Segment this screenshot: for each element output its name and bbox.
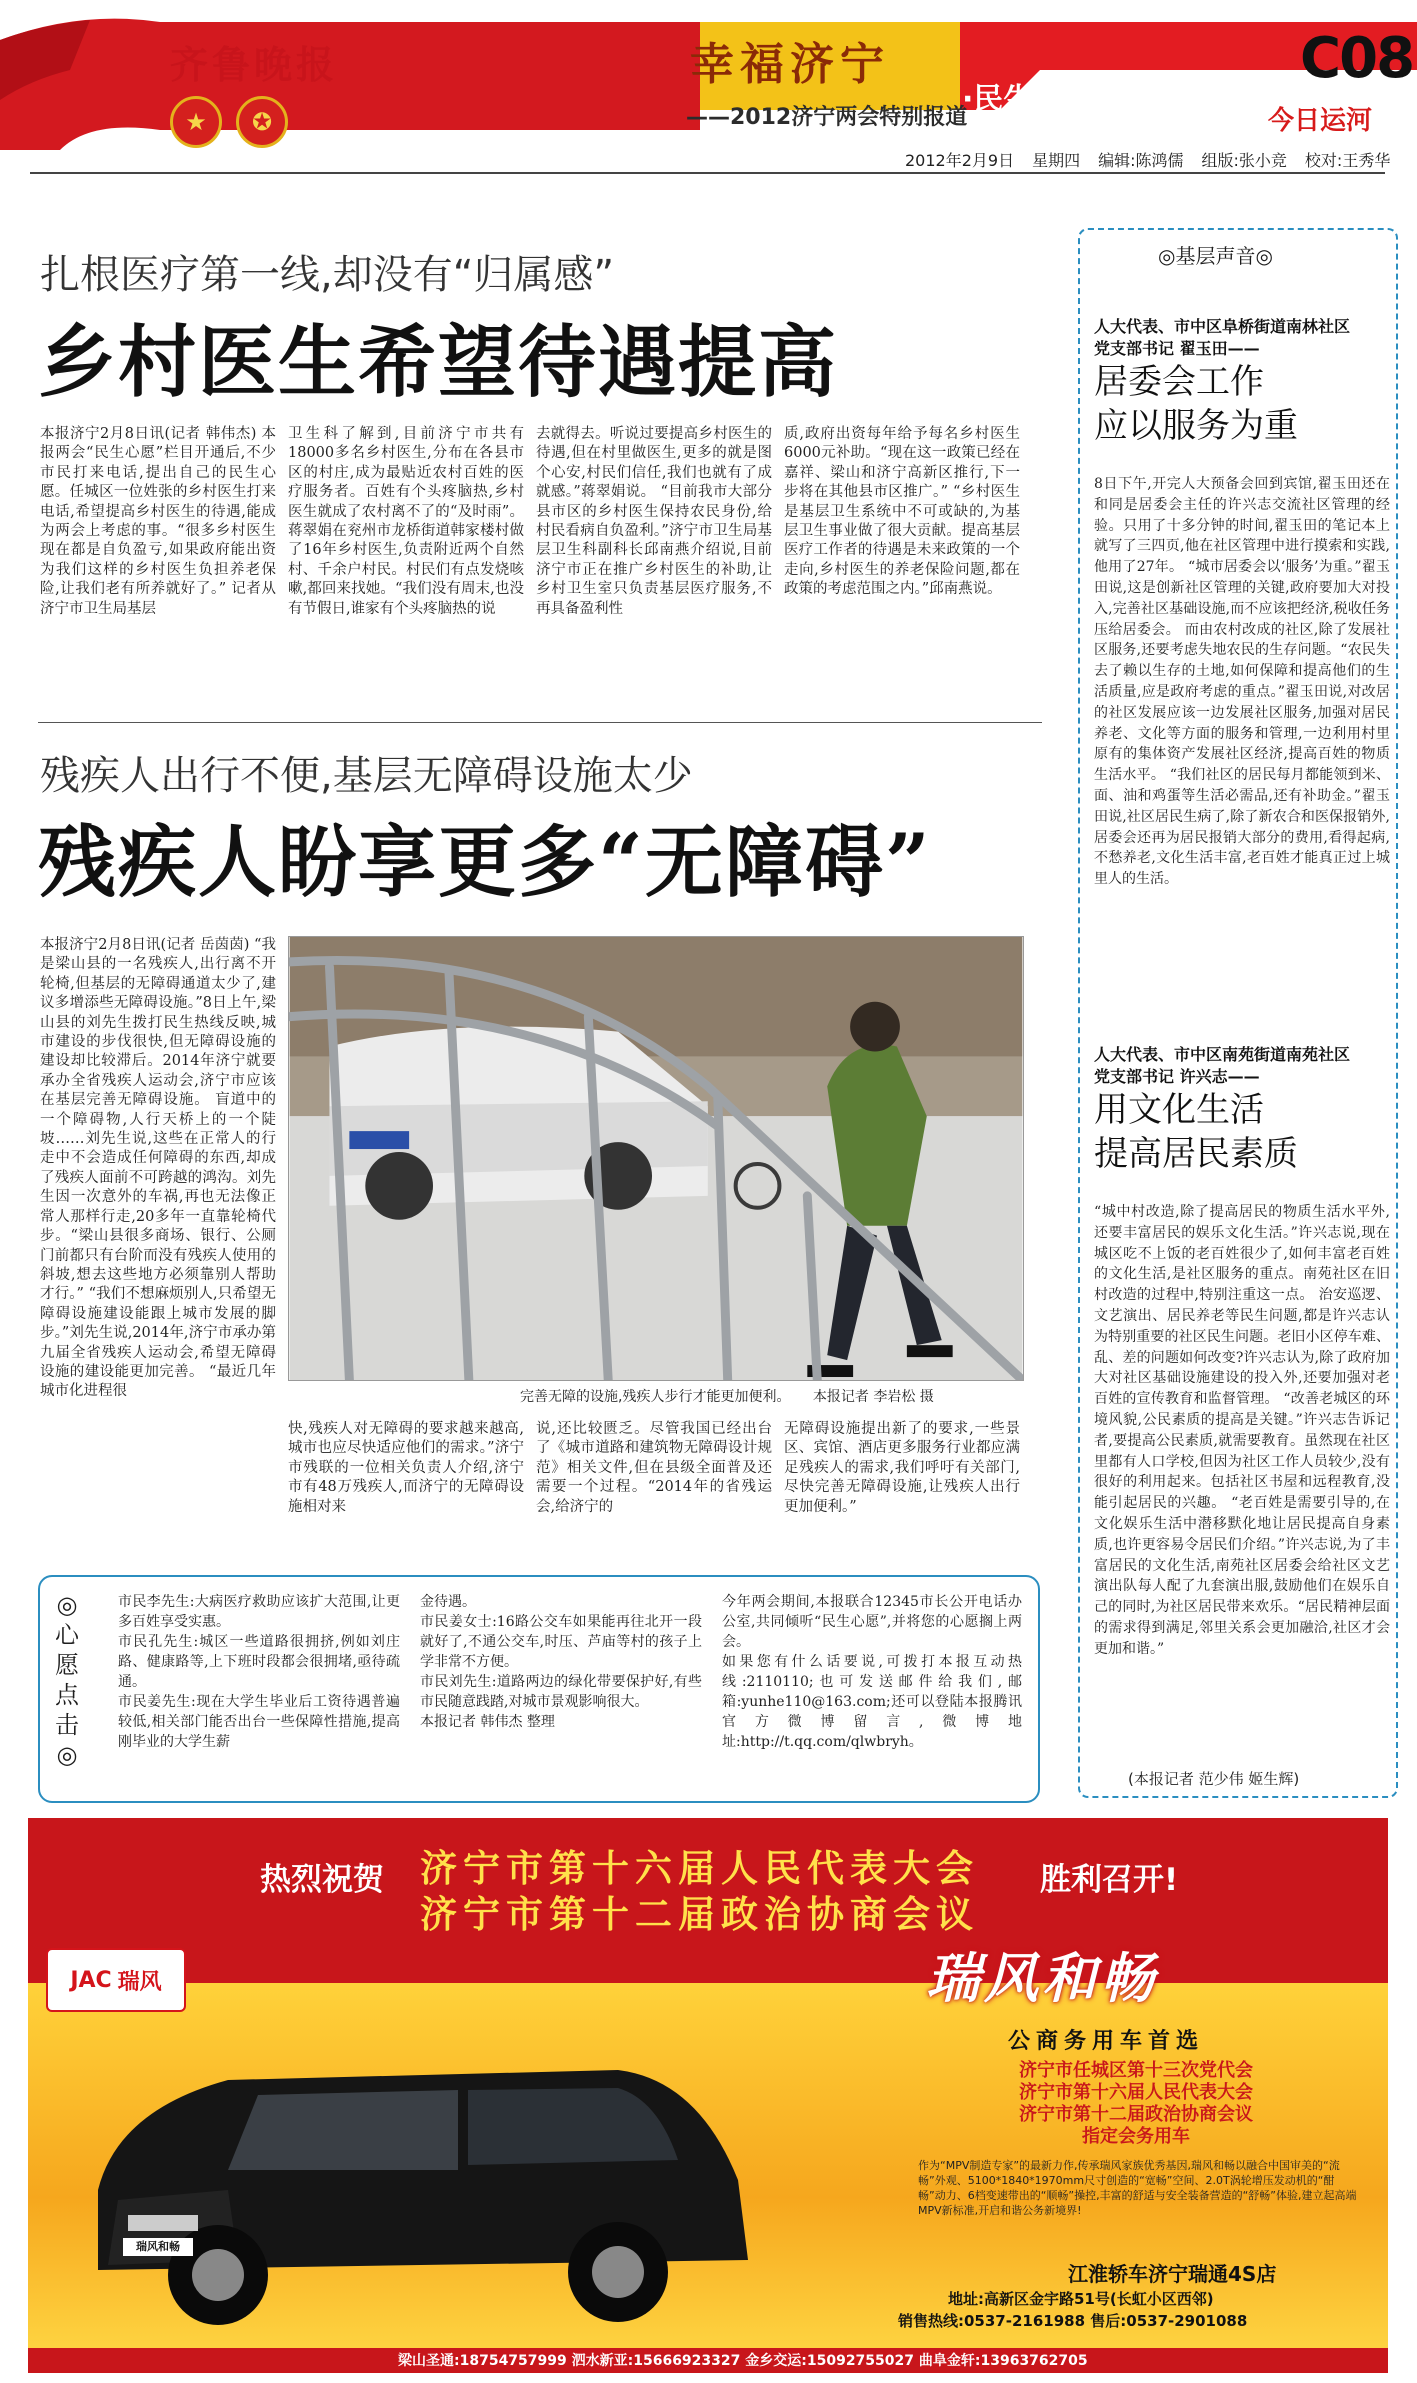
item1-title-line2: 应以服务为重 (1094, 406, 1298, 446)
designation-line: 济宁市任城区第十三次党代会 (1019, 2060, 1253, 2081)
sidebar-item1-text: 8日下午,开完人大预备会回到宾馆,翟玉田还在和同是居委会主任的许兴志交流社区管理的经验。只用了十多分钟的时间,翟玉田的笔记本上就写了三四页,他在社区管理中进行摸索和实践,他用了27年。 “城市居委会以‘服务’为重。”翟玉田说,这是创新社区管理的关键,政府要加大对投入,完善社区基础设施,而不应该把经济,税收任务压给居委会。 而由农村改成的社区,除了发展社区服务,还要考虑失地农民的生存问题。“农民失去了赖以生存的土地,如何保障和提高他们的生活质量,应是政府考虑的重点。”翟玉田说,对改居的社区发展应该一边发展社区服务,加强对居民养老、文化等方面的服务和管理,一边利用村里原有的集体资产发展社区经济,提高百姓的物质生活水平。 “我们社区的居民每月都能领到米、面、油和鸡蛋等生活必需品,还有补助金。”翟玉田说,社区居民生病了,除了新农合和医保报销外,居委会还再为居民报销大部分的费用,看得起病,不愁养老,文化生活丰富,老百姓才能真正过上城里人的生活。 (1094, 476, 1390, 888)
editor: 编辑:陈鸿儒 (1098, 151, 1184, 170)
photo-handrail (288, 936, 1024, 1381)
story2-headline: 残疾人盼享更多“无障碍” (38, 817, 932, 908)
date: 2012年2月9日 (905, 151, 1015, 170)
ad-tagline: 公商务用车首选 (1008, 2029, 1205, 2054)
jac-logo-en: JAC (70, 1967, 112, 1993)
ad-dealer: 江淮轿车济宁瑞通4S店 (1068, 2262, 1277, 2286)
story1-col3: 去就得去。听说过要提高乡村医生的待遇,但在村里做医生,更多的就是图个心安,村民们信任,我们也就有了成就感。”蒋翠娟说。 “目前我市大部分县市区的乡村医生保持农民身份,给村民看病自负盈利。”济宁市卫生局基层卫生科副科长邱南燕介绍说,目前济宁市正在推广乡村医生的补助,让乡村卫生室只负责基层医疗服务,不再具备盈利性 (536, 426, 772, 617)
page-tag: 今日运河 (1268, 106, 1373, 136)
story2-bottom-col2: 说,还比较匮乏。尽管我国已经出台了《城市道路和建筑物无障碍设计规范》相关文件,但在县级全面普及还需要一个过程。“2014年的省残运会,给济宁的 (536, 1421, 772, 1515)
story-divider (38, 722, 1042, 723)
photo-caption: 完善无障的设施,残疾人步行才能更加便利。 (520, 1389, 791, 1405)
story2-left-col: 本报济宁2月8日讯(记者 岳茵茵) “我是梁山县的一名残疾人,出行离不开轮椅,但基层的无障碍通道太少了,建议多增添些无障碍设施。”8日上午,梁山县的刘先生拨打民生热线反映,城市建设的步伐很快,但无障碍设施的建设却比较滞后。2014年济宁就要承办全省残疾人运动会,济宁市应该在基层完善无障碍设施。 盲道中的一个障碍物,人行天桥上的一个陡坡……刘先生说,这些在正常人的行走中不会造成任何障碍的东西,却成了残疾人面前不可跨越的鸿沟。刘先生因一次意外的车祸,再也无法像正常人那样行走,20多年一直靠轮椅代步。“梁山县很多商场、银行、公厕门前都只有台阶而没有残疾人使用的斜坡,想去这些地方必须靠别人帮助才行。” “我们不想麻烦别人,只希望无障碍设施建设能跟上城市发展的脚步。”刘先生说,2014年,济宁市承办第九届全省残疾人运动会,希望无障碍设施的建设能更加完善。 “最近几年城市化进程很 (40, 937, 276, 1400)
cppcc-emblem-icon: ✪ (236, 96, 288, 148)
story2-kicker: 残疾人出行不便,基层无障碍设施太少 (40, 753, 693, 799)
ad-sales-phone: 销售热线:0537-2161988 售后:0537-2901088 (898, 2312, 1248, 2330)
story1-headline: 乡村医生希望待遇提高 (38, 317, 839, 408)
item2-role-line1: 人大代表、市中区南苑街道南苑社区 (1094, 1045, 1351, 1064)
paper-name: 齐鲁晚报 (170, 42, 339, 87)
ad-branches: 梁山圣通:18754757999 泗水新亚:15666923327 金乡交运:15092755027 曲阜金轩:13963762705 (398, 2353, 1088, 2369)
ad-success: 胜利召开! (1040, 1862, 1179, 1898)
designation-line: 济宁市第十二届政治协商会议 (1019, 2104, 1253, 2125)
designation-line: 指定会务用车 (1082, 2126, 1190, 2147)
item2-title-line1: 用文化生活 (1094, 1090, 1264, 1130)
item2-role-line2: 党支部书记 许兴志—— (1094, 1067, 1260, 1086)
ad-slogan: 瑞风和畅 (926, 1947, 1158, 2010)
hotline-tag: ◎心愿点击◎ (55, 1591, 79, 1769)
emblems (170, 96, 288, 148)
hotline-col1: 市民李先生:大病医疗救助应该扩大范围,让更多百姓享受实惠。 市民孔先生:城区一些道路很拥挤,例如刘庄路、健康路等,上下班时段都会很拥堵,亟待疏通。 市民姜先生:现在大学生毕业后工资待遇普遍较低,相关部门能否出台一些保障性措施,提高刚毕业的大学生薪 (118, 1594, 400, 1750)
masthead-rule (30, 172, 1385, 174)
proofreader: 校对:王秀华 (1304, 151, 1391, 170)
story1-col4: 质,政府出资每年给予每名乡村医生6000元补助。“现在这一政策已经在嘉祥、梁山和济宁高新区推行,下一步将在其他县市区推广。” “乡村医生是基层卫生系统中不可或缺的,为基层卫生事业做了很大贡献。提高基层医疗工作者的待遇是未来政策的一个走向,乡村医生的养老保险问题,都在政策的考虑范围之内。”邱南燕说。 (784, 426, 1020, 598)
jac-logo-cn: 瑞风 (117, 1969, 162, 1995)
ad-designation (986, 2060, 1286, 2148)
ad-line1: 济宁市第十六届人民代表大会 (420, 1847, 979, 1890)
story1-col2: 卫生科了解到,目前济宁市共有18000多名乡村医生,分布在各县市区的村庄,成为最贴近农村百姓的医疗服务者。百姓有个头疼脑热,乡村医生就成了农村离不了的“及时雨”。 蒋翠娟在兖州市龙桥街道韩家楼村做了16年乡村医生,负责附近两个自然村、千余户村民。村民们有点发烧咳嗽,都回来找她。“我们没有周末,也没有节假日,谁家有个头疼脑热的说 (288, 426, 524, 617)
ad-line2: 济宁市第十二届政治协商会议 (420, 1893, 979, 1936)
national-emblem-icon: ★ (170, 96, 222, 148)
story2-bottom-col3: 无障碍设施提出新了的要求,一些景区、宾馆、酒店更多服务行业都应满足残疾人的需求,我们呼吁有关部门,尽快完善无障碍设施,让残疾人出行更加便利。” (784, 1421, 1020, 1515)
item2-title-line2: 提高居民素质 (1094, 1134, 1298, 1174)
ad-congrats: 热烈祝贺 (260, 1862, 384, 1898)
jac-logo (46, 1948, 186, 2012)
page-number: C08 (1300, 26, 1414, 91)
sidebar-byline: (本报记者 范少伟 姬生辉) (1128, 1770, 1300, 1788)
designation-line: 济宁市第十六届人民代表大会 (1019, 2082, 1253, 2103)
column-title: 幸福济宁 (690, 39, 890, 90)
sidebar-item1-header (1094, 316, 1394, 448)
weekday: 星期四 (1032, 151, 1081, 170)
car-plate: 瑞风和畅 (123, 2238, 193, 2256)
story1-col1: 本报济宁2月8日讯(记者 韩伟杰) 本报两会“民生心愿”栏目开通后,不少市民打来电话,提出自己的民生心愿。任城区一位姓张的乡村医生打来电话,希望提高乡村医生的待遇,能成为两会上考虑的事。“很多乡村医生现在都是自负盈亏,如果政府能出资为我们这样的乡村医生负担养老保险,让我们老有所养就好了。” 记者从济宁市卫生局基层 (40, 426, 276, 617)
ad-address: 地址:高新区金宇路51号(长虹小区西邻) (948, 2290, 1214, 2308)
sidebar-header: ◎基层声音◎ (1158, 244, 1273, 268)
hotline-col3: 今年两会期间,本报联合12345市长公开电话办公室,共同倾听“民生心愿”,并将您的心愿搁上两会。 如果您有什么话要说,可拨打本报互动热线:2110110;也可发送邮件给我们,邮箱:yunhe110@163.com;还可以登陆本报腾讯官方微博留言,微博地址:http://t.qq.com/qlwbryh。 (722, 1594, 1022, 1750)
sidebar-item2-header (1094, 1044, 1394, 1176)
item1-role-line1: 人大代表、市中区阜桥街道南林社区 (1094, 317, 1351, 336)
photo-caption-row (520, 1386, 934, 1406)
story2-bottom-col1: 快,残疾人对无障碍的要求越来越高,城市也应尽快适应他们的需求。”济宁市残联的一位相关负责人介绍,济宁市有48万残疾人,而济宁的无障碍设施相对来 (288, 1421, 524, 1515)
column-subtitle: ——2012济宁两会特别报道 (686, 105, 968, 130)
ad-description: 作为“MPV制造专家”的最新力作,传承瑞风家族优秀基因,瑞风和畅以融合中国审美的“流畅”外观、5100*1840*1970mm尺寸创造的“宽畅”空间、2.0T涡轮增压发动机的“酣畅”动力、6档变速带出的“顺畅”操控,丰富的舒适与安全装备营造的“舒畅”体验,建立起高端MPV新标准,开启和谐公务新境界! (918, 2159, 1357, 2217)
dateline (905, 148, 1390, 171)
item1-role-line2: 党支部书记 翟玉田—— (1094, 339, 1260, 358)
hotline-col2: 金待遇。 市民姜女士:16路公交车如果能再往北开一段就好了,不通公交车,时压、芦庙等村的孩子上学非常不方便。 市民刘先生:道路两边的绿化带要保护好,有些市民随意践踏,对城市景观影响很大。 本报记者 韩伟杰 整理 (420, 1594, 702, 1730)
story1-kicker: 扎根医疗第一线,却没有“归属感” (40, 252, 615, 298)
photo-credit: 本报记者 李岩松 摄 (812, 1389, 934, 1405)
section-name: ·民生心愿 (962, 82, 1094, 117)
car-image (58, 2040, 758, 2340)
sidebar-item2-text: “城中村改造,除了提高居民的物质生活水平外,还要丰富居民的娱乐文化生活。”许兴志说,现在城区吃不上饭的老百姓很少了,如何丰富老百姓的文化生活,是社区服务的重点。南苑社区在旧村改造的过程中,特别注重这一点。 治安巡逻、文艺演出、居民养老等民生问题,都是许兴志认为特别重要的社区民生问题。老旧小区停车难、乱、差的问题如何改变?许兴志认为,除了政府加大对社区基础设施建设的投入外,还要加强对老百姓的宣传教育和监督管理。 “改善老城区的环境风貌,公民素质的提高是关键。”许兴志告诉记者,要提高公民素质,就需要教育。虽然现在社区里都有人口学校,但因为社区工作人员较少,没有很好的利用起来。包括社区书屋和远程教育,没能引起居民的兴趣。 “老百姓是需要引导的,在文化娱乐生活中潜移默化地让居民提高自身素质,也许更容易令居民们介绍。”许兴志说,为了丰富居民的文化生活,南苑社区居委会给社区文艺演出队每人配了九套演出服,鼓励他们在娱乐自己的同时,为社区居民带来欢乐。“居民精神层面的需求得到满足,邻里关系会更加融洽,社区才会更加和谐。” (1094, 1204, 1390, 1657)
item1-title-line1: 居委会工作 (1094, 362, 1264, 402)
layout-editor: 组版:张小竞 (1201, 151, 1287, 170)
jac-advertisement (28, 1818, 1388, 2373)
